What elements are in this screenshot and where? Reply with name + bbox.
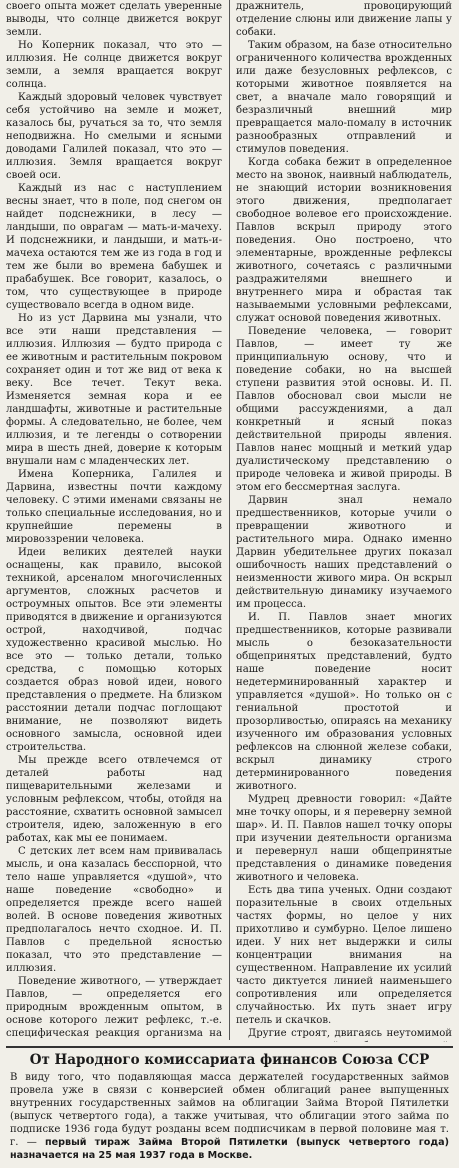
paragraph: Мы прежде всего отвлечемся от деталей работы над пищеварительными железами и условным рефлексом, чтобы, отойдя на расстояние, схватить основной замысел строителя, идею, заложенную в его работах, как мы ее понимаем. [6,755,222,844]
paragraph: Дарвин знал немало предшественников, которые учили о превращении животного и растительного мира. Однако именно Дарвин убедительнее других показал ошибочность наших представлений о неизменности живого мира. Он вскрыл действительную динамику изучаемого им процесса. [236,495,452,610]
paragraph: Но Коперник показал, что это — иллюзия. Не солнце движется вокруг земли, а земля вращается вокруг солнца. [6,40,222,90]
paragraph: Идеи великих деятелей науки оснащены, как правило, высокой техникой, арсеналом многочисленных аргументов, сложных расчетов и остроумных опытов. Все эти элементы приводятся в движение и организуются острой, находчивой, подчас художественно красивой мыслью. Но все это — только детали, только средства, с помощью которых создается образ новой идеи, нового представления о предмете. На близком расстоянии детали подчас поглощают внимание, не позволяют видеть основного замысла, основной идеи строительства. [6,547,222,753]
notice-title: От Народного комиссариата финансов Союза ССР [29,1052,430,1068]
paragraph: Таким образом, на базе относительно ограниченного количества врожденных или даже безусловных рефлексов, с которыми животное появляется на свет, а вначале мало говорящий и безразличный внешний мир превращается мало-помалу в источник разнообразных отправлений и стимулов поведения. [236,40,452,155]
paragraph: С детских лет всем нам прививалась мысль, и она казалась бесспорной, что тело наше управляется «душой», что наше поведение «свободно» и определяется прежде всего нашей волей. В основе поведения животных предполагалось нечто сходное. И. П. Павлов с предельной ясностью показал, что это представление — иллюзия. [6,846,222,974]
paragraph: Но из уст Дарвина мы узнали, что все эти наши представления — иллюзия. Иллюзия — будто природа с ее животным и растительным покровом сохраняет один и тот же вид от века к веку. Все течет. Текут века. Изменяется земная кора и ее ландшафты, животные и растительные формы. А следовательно, не более, чем иллюзия, и те легенды о сотворении мира в шесть дней, доверие к которым внушали нам с младенческих лет. [6,313,222,467]
paragraph: Другие строят, двигаясь неутомимой [248,1028,452,1039]
paragraph: Каждый из нас с наступлением весны знает, что в поле, под снегом он найдет подснежники, в лесу — ландыши, по оврагам — мать-и-мачеху. И подснежники, и ландыши, и мать-и-мачеха остаются тем же из года в год и тем же были во времена бабушек и прабабушек. Все говорит, казалось, о том, что существующее в природе существовало всегда в одном виде. [6,183,222,311]
notice-body [10,1071,449,1162]
paragraph: Есть два типа ученых. Одни создают поразительные в своих отдельных частях формы, но целое у них прихотливо и сумбурно. Целое лишено идеи. У них нет выдержки и силы концентрации внимания на существенном. Направление их усилий часто диктуется линией наименьшего сопротивления или определяется случайностью. Их путь знает игру петель и скачков. [236,885,452,1026]
paragraph: Поведение человека, — говорит Павлов, — имеет ту же принципиальную основу, что и поведение собаки, но на высшей ступени развития этой основы. И. П. Павлов обосновал свои мысли не общими рассуждениями, а дал конкретный и ясный показ действительной природы явления. Павлов нанес мощный и меткий удар дуалистическому представлению о природе человека и живой природы. В этом его бессмертная заслуга. [236,326,452,493]
paragraph: своего опыта может сделать уверенные выводы, что солнце движется вокруг земли. [6,1,222,38]
paragraph: Каждый здоровый человек чувствует себя устойчиво на земле и может, казалось бы, ручаться за то, что земля неподвижна. Но смелыми и ясными доводами Галилей показал, что это — иллюзия. Земля вращается вокруг своей оси. [6,92,222,181]
section-divider [6,1046,453,1048]
right-column [236,0,452,1042]
column-divider [229,0,230,1040]
paragraph: Мудрец древности говорил: «Дайте мне точку опоры, и я переверну земной шар». И. П. Павлов нашел точку опоры при изучении деятельности организма и перевернул наши общепринятые представления о динамике поведения животного и человека. [236,794,452,883]
paragraph: Имена Коперника, Галилея и Дарвина, известны почти каждому человеку. С этими именами связаны не только специальные исследования, но и крупнейшие перемены в мировоззрении человека. [6,469,222,545]
left-column [6,0,222,1042]
notice-block [10,1052,449,1162]
paragraph: дражнитель, провоцирующий отделение слюны или движение лапы у собаки. [236,1,452,38]
notice-text: В виду того, что подавляющая масса держателей государственных займов провела уже в связи с конверсией обмен облигаций ранее выпущенных внутренних государственных займов на облигации Займа Второй Пятилетки (выпуск четвертого года), а также учитывая, что облигации этого займа по подписке 1936 года будут розданы всем подписчикам в первой половине мая т. г. — [10,1072,449,1148]
notice-bold-text: первый тираж Займа Второй Пятилетки (выпуск четвертого года) назначается на 25 мая 1937 года в Москве. [10,1137,449,1161]
paragraph: И. П. Павлов знает многих предшественников, которые развивали мысль о безоказательности общепринятых представлений, будто наше поведение носит недетерминированный характер и управляется «душой». Но только он с гениальной простотой и прозорливостью, опираясь на механику изученного им образования условных рефлексов на слюнной железе собаки, вскрыл динамику строго детерминированного поведения животного. [236,612,452,792]
paragraph: Когда собака бежит в определенное место на звонок, наивный наблюдатель, не знающий истории возникновения этого движения, предполагает свободное волевое его происхождение. Павлов вскрыл природу этого поведения. Оно построено, что элементарные, врожденные рефлексы животного, сочетаясь с различными раздражителями внешнего и внутреннего мира и обрастая так называемыми условными рефлексами, служат основой поведения животных. [236,157,452,324]
paragraph: Поведение животного, — утверждает Павлов, — определяется его природным врожденным опытом, в основе которого лежит рефлекс, т.-е. специфическая реакция организма на [6,976,222,1039]
